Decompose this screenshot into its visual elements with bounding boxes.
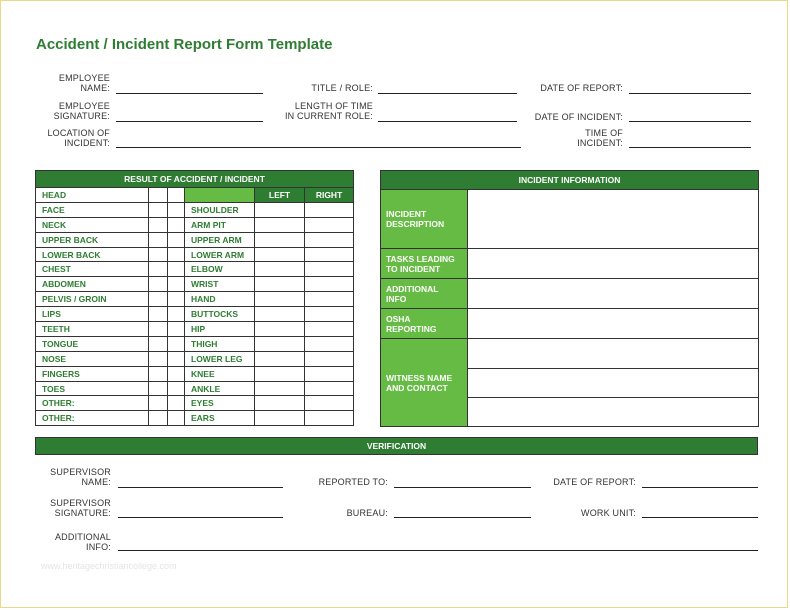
date-of-incident-label: DATE OF INCIDENT: xyxy=(534,112,623,122)
body-part-check-right[interactable] xyxy=(305,217,354,232)
body-part-check-left[interactable] xyxy=(149,322,168,337)
table-row xyxy=(36,247,354,262)
body-part-label: TONGUE xyxy=(36,336,149,351)
date-of-report-label: DATE OF REPORT: xyxy=(540,83,623,93)
body-part-check-left[interactable] xyxy=(149,232,168,247)
body-part-label: TOES xyxy=(36,381,149,396)
work-unit-field[interactable] xyxy=(642,517,758,518)
table-row xyxy=(36,396,354,411)
body-part-check-right[interactable] xyxy=(168,322,185,337)
tasks-leading-field[interactable] xyxy=(468,249,759,279)
bureau-field[interactable] xyxy=(394,517,531,518)
witness-field-1[interactable] xyxy=(468,339,759,369)
table-row xyxy=(36,307,354,322)
body-part-check-left[interactable] xyxy=(149,351,168,366)
length-of-time-label: LENGTH OF TIME IN CURRENT ROLE: xyxy=(284,101,373,121)
body-part-check-right[interactable] xyxy=(168,202,185,217)
body-part-label: BUTTOCKS xyxy=(185,307,255,322)
table-row xyxy=(36,277,354,292)
body-part-check-left[interactable] xyxy=(255,396,305,411)
time-of-incident-label: TIME OF INCIDENT: xyxy=(577,128,623,148)
body-part-check-right[interactable] xyxy=(168,411,185,426)
body-part-check-right[interactable] xyxy=(305,232,354,247)
body-part-label: LOWER BACK xyxy=(36,247,149,262)
left-column-header: LEFT xyxy=(255,188,305,203)
body-part-check-right[interactable] xyxy=(168,262,185,277)
body-part-label: UPPER BACK xyxy=(36,232,149,247)
body-part-check-left[interactable] xyxy=(255,307,305,322)
body-part-check-right[interactable] xyxy=(305,277,354,292)
body-part-check-left[interactable] xyxy=(255,381,305,396)
incident-info-table xyxy=(380,170,759,427)
table-row xyxy=(36,336,354,351)
body-part-label: NOSE xyxy=(36,351,149,366)
employee-signature-field[interactable] xyxy=(116,121,263,122)
body-part-label: ANKLE xyxy=(185,381,255,396)
body-part-check-left[interactable] xyxy=(255,322,305,337)
body-part-check-left[interactable] xyxy=(255,351,305,366)
witness-field-2[interactable] xyxy=(468,369,759,398)
body-part-label: ARM PIT xyxy=(185,217,255,232)
watermark: www.heritagechristiancollege.com xyxy=(41,561,177,571)
body-part-label: LOWER ARM xyxy=(185,247,255,262)
tasks-leading-label: TASKS LEADING TO INCIDENT xyxy=(381,249,468,279)
result-table xyxy=(35,170,354,426)
body-part-label: ELBOW xyxy=(185,262,255,277)
body-part-label: TEETH xyxy=(36,322,149,337)
body-part-check-right[interactable] xyxy=(168,277,185,292)
employee-name-label: EMPLOYEE NAME: xyxy=(58,73,110,93)
bureau-label: BUREAU: xyxy=(346,508,388,518)
osha-reporting-label: OSHA REPORTING xyxy=(381,309,468,339)
reported-to-field[interactable] xyxy=(394,487,531,488)
table-row xyxy=(36,322,354,337)
body-part-check-right[interactable] xyxy=(168,396,185,411)
body-part-check-right[interactable] xyxy=(168,366,185,381)
body-part-check-left[interactable] xyxy=(149,188,168,203)
body-part-check-right[interactable] xyxy=(305,351,354,366)
time-of-incident-field[interactable] xyxy=(629,147,751,148)
body-part-check-right[interactable] xyxy=(305,411,354,426)
body-part-check-right[interactable] xyxy=(168,247,185,262)
supervisor-signature-label: SUPERVISOR SIGNATURE: xyxy=(50,498,111,518)
body-part-label: KNEE xyxy=(185,366,255,381)
verification-date-of-report-label: DATE OF REPORT: xyxy=(553,477,636,487)
body-part-check-left[interactable] xyxy=(149,336,168,351)
body-part-check-left[interactable] xyxy=(149,262,168,277)
body-part-label: WRIST xyxy=(185,277,255,292)
incident-info-heading: INCIDENT INFORMATION xyxy=(381,171,759,190)
body-part-check-left[interactable] xyxy=(255,262,305,277)
body-part-check-left[interactable] xyxy=(255,217,305,232)
body-part-check-left[interactable] xyxy=(149,202,168,217)
body-part-check-left[interactable] xyxy=(255,336,305,351)
body-part-check-right[interactable] xyxy=(305,322,354,337)
body-part-label: THIGH xyxy=(185,336,255,351)
table-row xyxy=(36,366,354,381)
body-part-label: HIP xyxy=(185,322,255,337)
body-part-check-right[interactable] xyxy=(168,188,185,203)
verification-heading: VERIFICATION xyxy=(35,437,758,455)
body-part-label: NECK xyxy=(36,217,149,232)
body-part-check-right[interactable] xyxy=(305,336,354,351)
body-part-check-right[interactable] xyxy=(168,381,185,396)
body-part-check-right[interactable] xyxy=(168,336,185,351)
body-part-label: FINGERS xyxy=(36,366,149,381)
osha-reporting-field[interactable] xyxy=(468,309,759,339)
body-part-label: PELVIS / GROIN xyxy=(36,292,149,307)
body-part-check-left[interactable] xyxy=(149,366,168,381)
body-part-check-left[interactable] xyxy=(149,381,168,396)
body-part-check-right[interactable] xyxy=(305,366,354,381)
table-row xyxy=(36,202,354,217)
table-row xyxy=(36,411,354,426)
body-part-check-right[interactable] xyxy=(168,217,185,232)
body-part-check-right[interactable] xyxy=(168,307,185,322)
reported-to-label: REPORTED TO: xyxy=(318,477,388,487)
body-part-label: FACE xyxy=(36,202,149,217)
table-row xyxy=(36,232,354,247)
body-part-check-left[interactable] xyxy=(255,232,305,247)
body-part-check-right[interactable] xyxy=(305,262,354,277)
table-row xyxy=(36,351,354,366)
additional-info-field[interactable] xyxy=(468,279,759,309)
body-part-label: LIPS xyxy=(36,307,149,322)
witness-field-3[interactable] xyxy=(468,398,759,427)
location-of-incident-field[interactable] xyxy=(116,147,521,148)
body-part-label: OTHER: xyxy=(36,396,149,411)
employee-name-field[interactable] xyxy=(116,93,263,94)
body-part-label: HEAD xyxy=(36,188,149,203)
body-part-check-right[interactable] xyxy=(168,351,185,366)
employee-signature-label: EMPLOYEE SIGNATURE: xyxy=(53,101,110,121)
body-part-check-right[interactable] xyxy=(305,292,354,307)
date-of-incident-field[interactable] xyxy=(629,121,751,122)
body-part-label: OTHER: xyxy=(36,411,149,426)
supervisor-name-field[interactable] xyxy=(118,487,283,488)
body-part-label-blank xyxy=(185,188,255,203)
body-part-label: ABDOMEN xyxy=(36,277,149,292)
incident-description-field[interactable] xyxy=(468,190,759,249)
verification-additional-info-field[interactable] xyxy=(118,550,758,551)
result-heading: RESULT OF ACCIDENT / INCIDENT xyxy=(36,171,354,188)
form-title: Accident / Incident Report Form Template xyxy=(36,36,333,53)
body-part-label: UPPER ARM xyxy=(185,232,255,247)
witness-label: WITNESS NAME AND CONTACT xyxy=(381,339,468,427)
location-of-incident-label: LOCATION OF INCIDENT: xyxy=(47,128,110,148)
body-part-check-right[interactable] xyxy=(168,232,185,247)
body-part-check-right[interactable] xyxy=(168,292,185,307)
table-row xyxy=(36,188,354,203)
body-part-check-left[interactable] xyxy=(255,247,305,262)
title-role-label: TITLE / ROLE: xyxy=(311,83,373,93)
body-part-check-left[interactable] xyxy=(255,366,305,381)
body-part-check-left[interactable] xyxy=(149,217,168,232)
body-part-check-left[interactable] xyxy=(149,247,168,262)
body-part-check-right[interactable] xyxy=(305,381,354,396)
incident-description-label: INCIDENT DESCRIPTION xyxy=(381,190,468,249)
work-unit-label: WORK UNIT: xyxy=(581,508,636,518)
title-role-field[interactable] xyxy=(378,93,517,94)
body-part-check-right[interactable] xyxy=(305,247,354,262)
table-row xyxy=(36,217,354,232)
body-part-label: CHEST xyxy=(36,262,149,277)
table-row xyxy=(36,381,354,396)
body-part-check-left[interactable] xyxy=(255,277,305,292)
body-part-label: EARS xyxy=(185,411,255,426)
body-part-check-right[interactable] xyxy=(305,396,354,411)
date-of-report-field[interactable] xyxy=(629,93,751,94)
body-part-label: HAND xyxy=(185,292,255,307)
body-part-check-left[interactable] xyxy=(255,292,305,307)
verification-date-of-report-field[interactable] xyxy=(642,487,758,488)
body-part-check-right[interactable] xyxy=(305,307,354,322)
verification-additional-info-label: ADDITIONAL INFO: xyxy=(54,532,111,552)
body-part-check-left[interactable] xyxy=(255,202,305,217)
body-part-check-right[interactable] xyxy=(305,202,354,217)
body-part-label: SHOULDER xyxy=(185,202,255,217)
body-part-check-left[interactable] xyxy=(255,411,305,426)
length-of-time-field[interactable] xyxy=(378,121,517,122)
body-part-label: LOWER LEG xyxy=(185,351,255,366)
supervisor-signature-field[interactable] xyxy=(118,517,283,518)
body-part-check-left[interactable] xyxy=(149,292,168,307)
body-part-check-left[interactable] xyxy=(149,307,168,322)
additional-info-label: ADDITIONAL INFO xyxy=(381,279,468,309)
right-column-header: RIGHT xyxy=(305,188,354,203)
body-part-check-left[interactable] xyxy=(149,396,168,411)
table-row xyxy=(36,292,354,307)
supervisor-name-label: SUPERVISOR NAME: xyxy=(50,467,111,487)
body-part-check-left[interactable] xyxy=(149,277,168,292)
body-part-label: EYES xyxy=(185,396,255,411)
body-part-check-left[interactable] xyxy=(149,411,168,426)
table-row xyxy=(36,262,354,277)
